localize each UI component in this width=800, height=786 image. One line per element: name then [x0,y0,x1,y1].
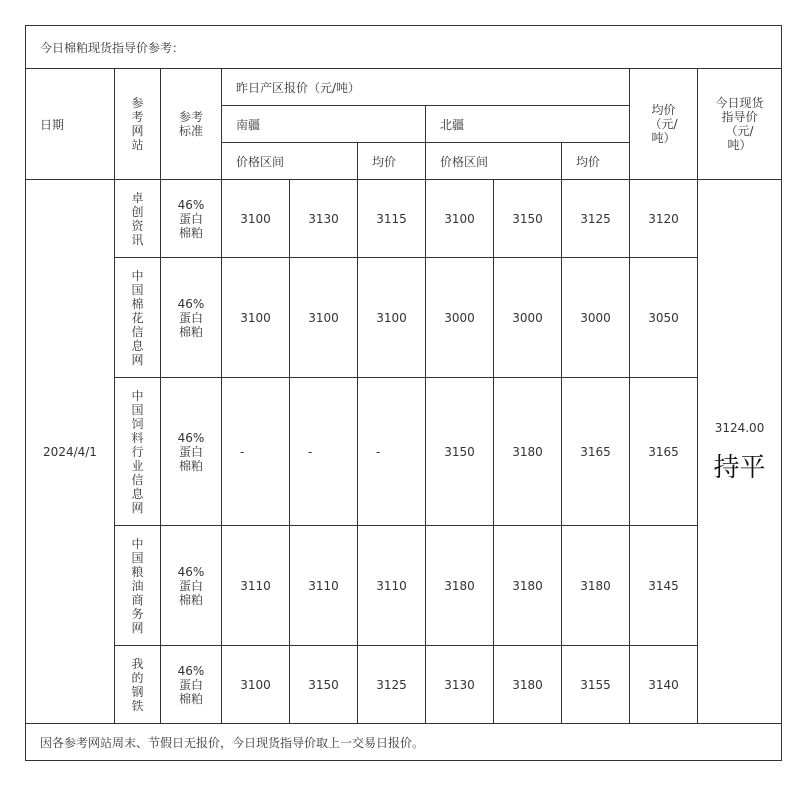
site-cell: 中国饲料行业信息网 [115,378,161,526]
table-row [26,646,782,724]
header-south-price-range: 价格区间 [222,143,358,180]
standard-cell: 46%蛋白棉粕 [161,258,222,378]
south-high-cell: 3100 [290,258,358,378]
north-low-cell: 3100 [426,180,494,258]
header-yesterday-price: 昨日产区报价（元/吨） [222,69,630,106]
standard-cell: 46%蛋白棉粕 [161,526,222,646]
guide-price-value: 3124.00 [714,420,765,435]
trend-label: 持平 [713,452,766,483]
south-high-cell: - [290,378,358,526]
header-north-avg: 均价 [562,143,630,180]
header-south-avg: 均价 [358,143,426,180]
north-high-cell: 3150 [494,180,562,258]
header-guide-price: 今日现货 指导价 （元/ 吨） [698,69,782,180]
south-low-cell: 3100 [222,180,290,258]
header-site: 参考网站 [115,69,161,180]
north-low-cell: 3130 [426,646,494,724]
south-high-cell: 3110 [290,526,358,646]
avg-cell: 3120 [630,180,698,258]
north-low-cell: 3000 [426,258,494,378]
site-cell: 卓创资讯 [115,180,161,258]
header-standard: 参考标准 [161,69,222,180]
south-low-cell: 3100 [222,258,290,378]
south-low-cell: 3100 [222,646,290,724]
south-avg-cell: 3115 [358,180,426,258]
header-date: 日期 [26,69,115,180]
north-avg-cell: 3125 [562,180,630,258]
standard-cell: 46%蛋白棉粕 [161,378,222,526]
south-avg-cell: 3100 [358,258,426,378]
north-avg-cell: 3180 [562,526,630,646]
north-low-cell: 3150 [426,378,494,526]
south-avg-cell: 3125 [358,646,426,724]
avg-cell: 3145 [630,526,698,646]
north-low-cell: 3180 [426,526,494,646]
site-cell: 中国棉花信息网 [115,258,161,378]
table-row [26,258,782,378]
north-high-cell: 3180 [494,378,562,526]
standard-cell: 46%蛋白棉粕 [161,646,222,724]
avg-cell: 3050 [630,258,698,378]
north-avg-cell: 3155 [562,646,630,724]
north-high-cell: 3180 [494,526,562,646]
north-avg-cell: 3165 [562,378,630,526]
footnote: 因各参考网站周末、节假日无报价，今日现货指导价取上一交易日报价。 [26,724,782,761]
site-cell: 我的钢铁 [115,646,161,724]
south-low-cell: - [222,378,290,526]
price-table-frame [25,25,781,762]
table-row [26,180,782,258]
south-avg-cell: - [358,378,426,526]
north-high-cell: 3000 [494,258,562,378]
date-cell: 2024/4/1 [26,180,115,724]
cotton-meal-price-table [25,25,782,761]
table-row [26,526,782,646]
site-cell: 中国粮油商务网 [115,526,161,646]
table-row [26,378,782,526]
header-north-xinjiang: 北疆 [426,106,630,143]
avg-cell: 3140 [630,646,698,724]
south-low-cell: 3110 [222,526,290,646]
guide-price-cell [698,180,782,724]
table-title: 今日棉粕现货指导价参考： [26,26,782,69]
south-high-cell: 3150 [290,646,358,724]
avg-cell: 3165 [630,378,698,526]
south-high-cell: 3130 [290,180,358,258]
north-high-cell: 3180 [494,646,562,724]
standard-cell: 46%蛋白棉粕 [161,180,222,258]
header-south-xinjiang: 南疆 [222,106,426,143]
header-avg-price: 均价 （元/ 吨） [630,69,698,180]
north-avg-cell: 3000 [562,258,630,378]
header-north-price-range: 价格区间 [426,143,562,180]
south-avg-cell: 3110 [358,526,426,646]
